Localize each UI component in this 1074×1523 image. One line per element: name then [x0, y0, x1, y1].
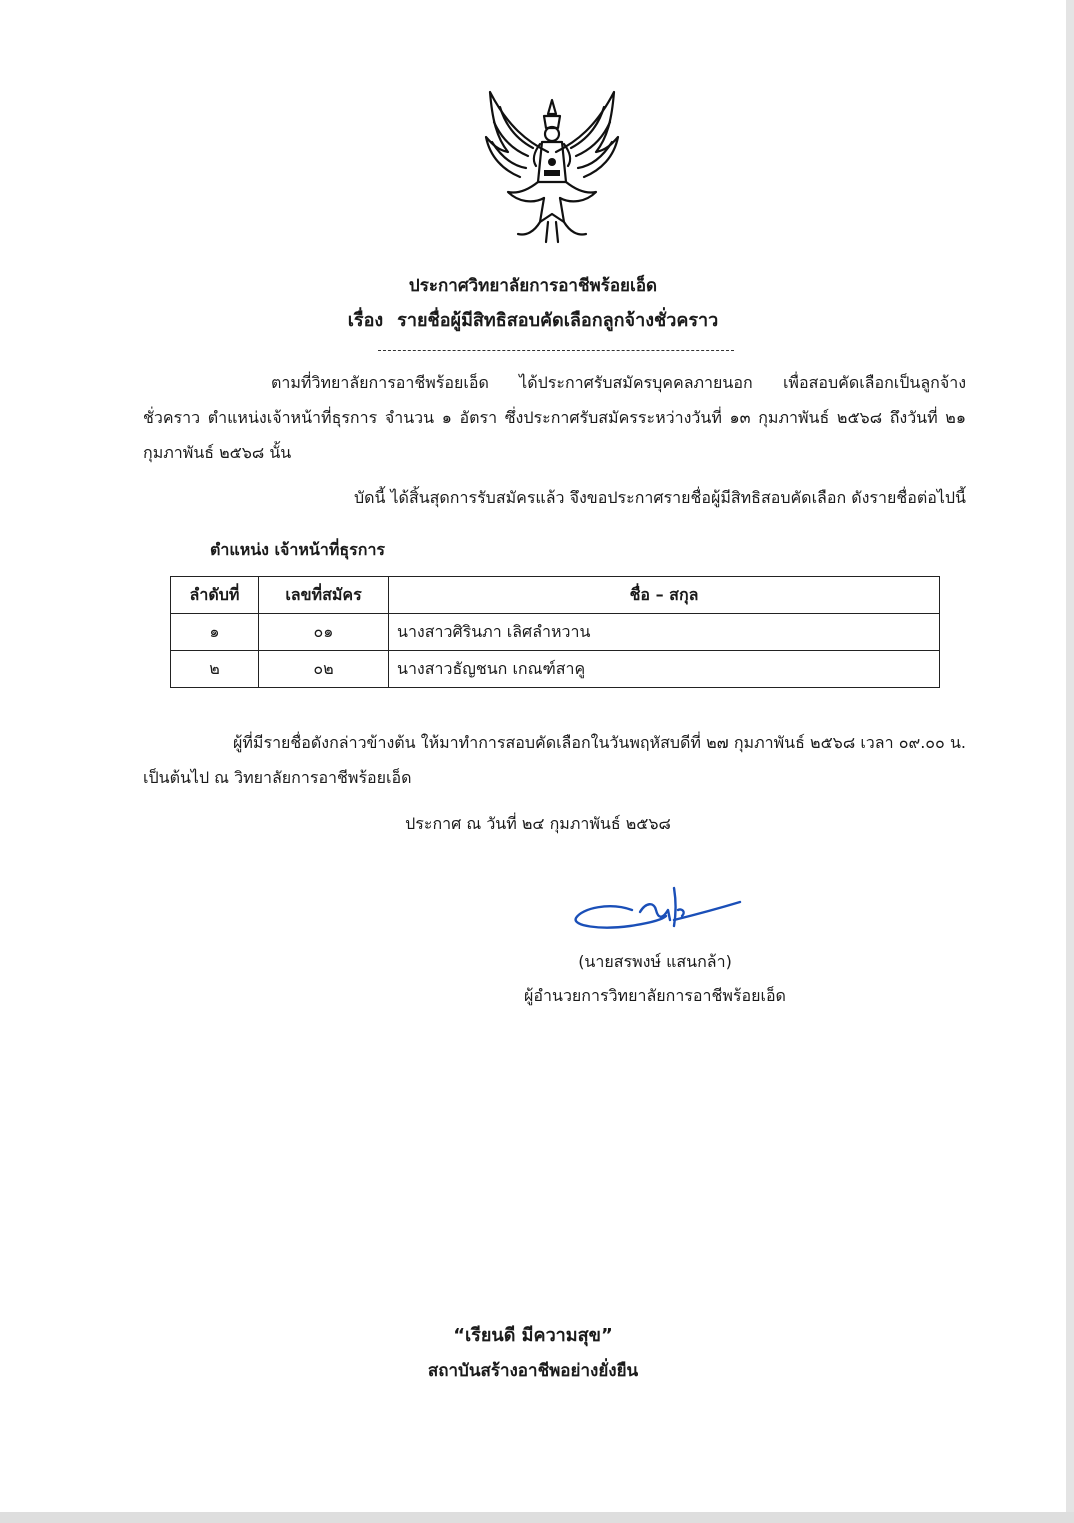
title-divider: [378, 350, 734, 351]
garuda-emblem-icon: [478, 82, 626, 247]
cell-app-no: ๐๑: [259, 614, 389, 651]
col-header-app-no: เลขที่สมัคร: [259, 577, 389, 614]
cell-order: ๒: [171, 651, 259, 688]
intro-paragraph: ตามที่วิทยาลัยการอาชีพร้อยเอ็ด ได้ประกาศรับสมัครบุคคลภายนอก เพื่อสอบคัดเลือกเป็นลูกจ้างชั่วคราว ตำแหน่งเจ้าหน้าที่ธุรการ จำนวน ๑ อัตรา ซึ่งประกาศรับสมัครระหว่างวันที่ ๑๓ กุมภาพันธ์ ๒๕๖๘ ถึงวันที่ ๒๑ กุมภาพันธ์ ๒๕๖๘ นั้น: [143, 373, 966, 462]
signer-name: (นายสรพงษ์ แสนกล้า): [578, 952, 732, 971]
issued-date: ประกาศ ณ วันที่ ๒๔ กุมภาพันธ์ ๒๕๖๘: [405, 814, 671, 833]
announcement-title: ประกาศวิทยาลัยการอาชีพร้อยเอ็ด: [408, 276, 658, 296]
closing-paragraph: บัดนี้ ได้สิ้นสุดการรับสมัครแล้ว จึงขอประกาศรายชื่อผู้มีสิทธิสอบคัดเลือก ดังรายชื่อต่อไปนี้: [353, 488, 966, 507]
table-row: [171, 614, 940, 651]
announcement-subject: [0, 305, 1066, 334]
exam-paragraph: ผู้ที่มีรายชื่อดังกล่าวข้างต้น ให้มาทำการสอบคัดเลือกในวันพฤหัสบดีที่ ๒๗ กุมภาพันธ์ ๒๕๖๘ เวลา ๐๙.๐๐ น. เป็นต้นไป ณ วิทยาลัยการอาชีพร้อยเอ็ด: [143, 733, 966, 787]
scan-bottom-edge: [0, 1512, 1074, 1523]
cell-name: นางสาวศิรินภา เลิศลำหวาน: [389, 614, 940, 651]
cell-order: ๑: [171, 614, 259, 651]
candidate-table: [170, 576, 940, 688]
table-header-row: [171, 577, 940, 614]
position-heading: ตำแหน่ง เจ้าหน้าที่ธุรการ: [210, 540, 386, 559]
signer-title: ผู้อำนวยการวิทยาลัยการอาชีพร้อยเอ็ด: [524, 986, 786, 1005]
subject-label: เรื่อง: [347, 310, 384, 331]
scan-edge: [1066, 0, 1074, 1523]
subject-text: รายชื่อผู้มีสิทธิสอบคัดเลือกลูกจ้างชั่วคราว: [397, 310, 719, 331]
col-header-order: ลำดับที่: [171, 577, 259, 614]
cell-app-no: ๐๒: [259, 651, 389, 688]
col-header-name: ชื่อ – สกุล: [389, 577, 940, 614]
signature-icon: [570, 880, 745, 948]
footer-motto: “เรียนดี มีความสุข”: [453, 1325, 613, 1346]
cell-name: นางสาวธัญชนก เกณฑ์สาคู: [389, 651, 940, 688]
table-row: [171, 651, 940, 688]
footer-tagline: สถาบันสร้างอาชีพอย่างยั่งยืน: [427, 1361, 639, 1381]
